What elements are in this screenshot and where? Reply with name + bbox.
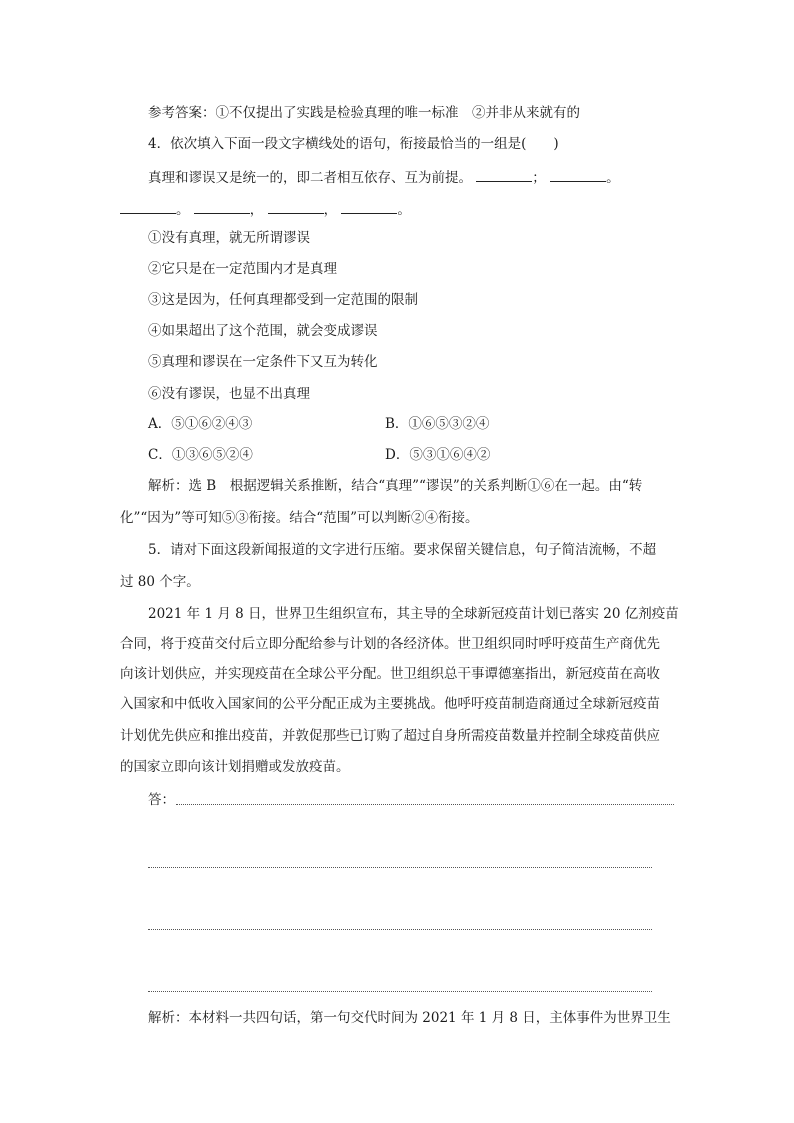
fill-blank-6[interactable]: [341, 199, 397, 214]
separator: ，: [249, 202, 264, 218]
news-line-1: 2021 年 1 月 8 日，世界卫生组织宣布，其主导的全球新冠疫苗计划已落实 20 亿剂疫苗: [148, 606, 679, 622]
option-d[interactable]: D．⑤③①⑥④②: [385, 447, 491, 463]
q4-passage-line2: [120, 199, 411, 220]
news-line-5: 计划优先供应和推出疫苗，并敦促那些已订购了超过自身所需疫苗数量并控制全球疫苗供应: [120, 728, 660, 744]
fill-blank-3[interactable]: [120, 199, 176, 214]
q5-stem-line2: 过 80 个字。: [120, 574, 200, 590]
separator: 。: [606, 170, 620, 186]
q4-stem: 4．依次填入下面一段文字横线处的语句，衔接最恰当的一组是( ): [148, 136, 559, 152]
separator: ，: [323, 202, 338, 218]
option-c[interactable]: C．①③⑥⑤②④: [148, 447, 253, 463]
q4-passage-line1: [148, 167, 620, 188]
answer-line-2[interactable]: [148, 867, 652, 868]
statement-3: ③这是因为，任何真理都受到一定范围的限制: [148, 292, 418, 308]
q4-passage-lead: 真理和谬误又是统一的，即二者相互依存、互为前提。: [148, 170, 472, 186]
separator: 。: [176, 202, 190, 218]
option-a[interactable]: A．⑤①⑥②④③: [148, 416, 253, 432]
news-line-4: 入国家和中低收入国家间的公平分配正成为主要挑战。他呼吁疫苗制造商通过全球新冠疫苗: [120, 696, 660, 712]
fill-blank-5[interactable]: [268, 199, 324, 214]
separator: 。: [397, 202, 411, 218]
news-line-6: 的国家立即向该计划捐赠或发放疫苗。: [120, 759, 350, 775]
q4-analysis-line2: 化”“因为”等可知⑤③衔接。结合“范围”可以判断②④衔接。: [120, 510, 479, 526]
fill-blank-1[interactable]: [476, 167, 532, 182]
answer-line-3[interactable]: [148, 929, 652, 930]
statement-4: ④如果超出了这个范围，就会变成谬误: [148, 323, 378, 339]
q5-stem-line1: 5．请对下面这段新闻报道的文字进行压缩。要求保留关键信息，句子简洁流畅，不超: [148, 542, 657, 558]
q4-analysis-line1: 解析：选 B 根据逻辑关系推断，结合“真理”“谬误”的关系判断①⑥在一起。由“转: [148, 478, 643, 494]
q5-analysis-line: 解析：本材料一共四句话，第一句交代时间为 2021 年 1 月 8 日，主体事件为世界卫生: [148, 1010, 671, 1026]
fill-blank-4[interactable]: [194, 199, 250, 214]
statement-2: ②它只是在一定范围内才是真理: [148, 261, 337, 277]
answer-line-4[interactable]: [148, 991, 652, 992]
statement-1: ①没有真理，就无所谓谬误: [148, 230, 310, 246]
separator: ；: [532, 170, 546, 186]
statement-5: ⑤真理和谬误在一定条件下又互为转化: [148, 354, 378, 370]
answer-line-1[interactable]: [176, 804, 674, 805]
news-line-3: 向该计划供应，并实现疫苗在全球公平分配。世卫组织总干事谭德塞指出，新冠疫苗在高收: [120, 666, 660, 682]
answer-label: 答：: [148, 792, 175, 808]
option-b[interactable]: B．①⑥⑤③②④: [385, 416, 490, 432]
fill-blank-2[interactable]: [550, 167, 606, 182]
reference-answer: 参考答案：①不仅提出了实践是检验真理的唯一标准 ②并非从来就有的: [148, 105, 580, 121]
statement-6: ⑥没有谬误，也显不出真理: [148, 386, 310, 402]
news-line-2: 合同，将于疫苗交付后立即分配给参与计划的各经济体。世卫组织同时呼吁疫苗生产商优先: [120, 636, 660, 652]
